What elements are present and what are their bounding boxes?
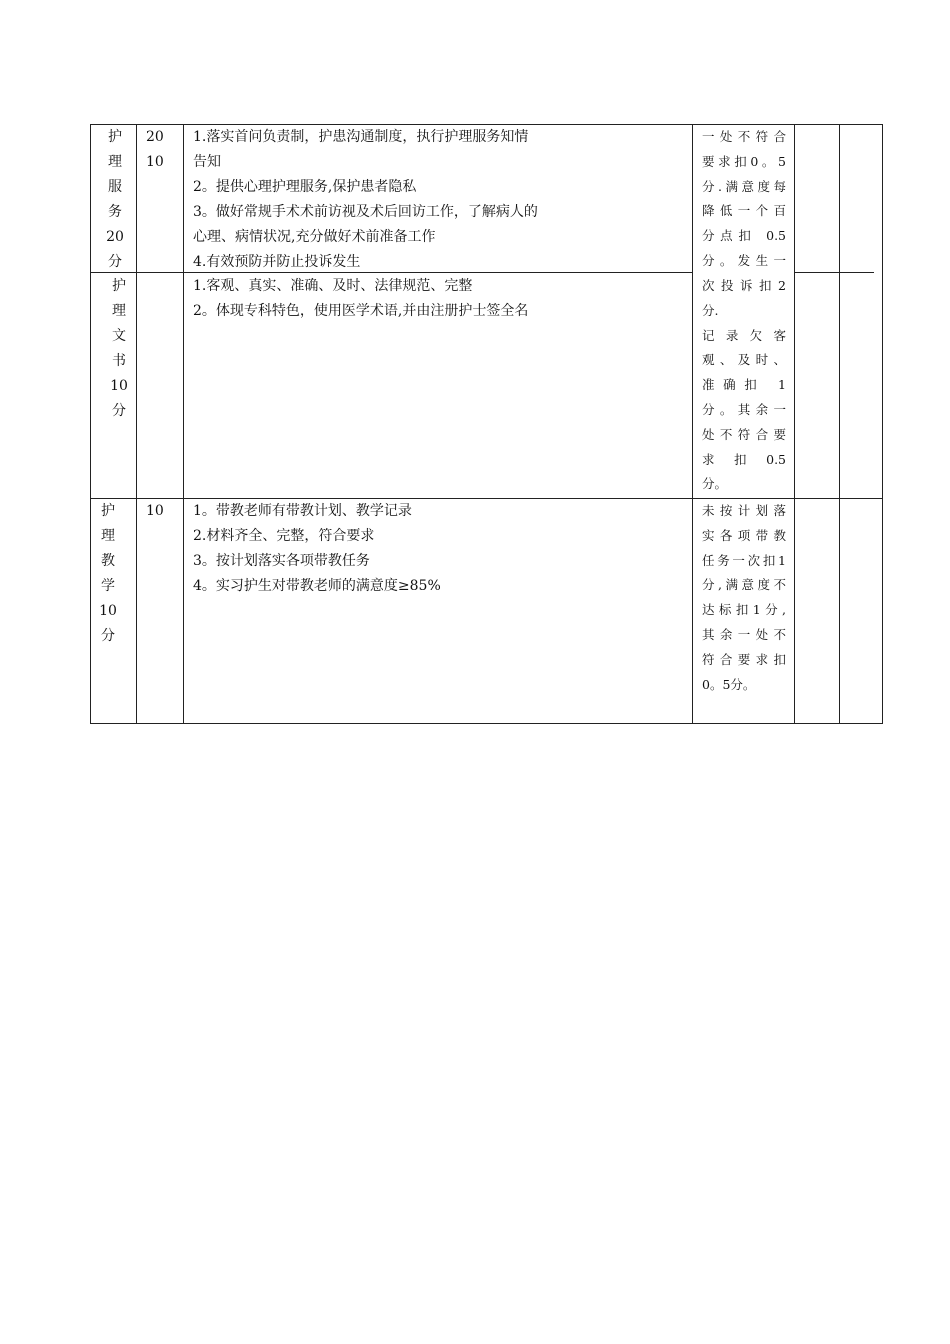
score-cell — [146, 499, 178, 524]
deduction-line: 次投诉扣2 — [702, 278, 786, 293]
category-char: 分 — [101, 628, 115, 644]
deduction-line: 分,满意度不 — [702, 577, 786, 593]
category-char: 20 — [106, 229, 124, 245]
item-line: 心理、病情状况,充分做好术前准备工作 — [193, 229, 436, 245]
score-cell — [146, 125, 178, 175]
deduction-line: 准确扣 1 — [702, 377, 786, 393]
category-cell — [93, 499, 123, 649]
deduction-line: 分点扣 0.5 — [702, 228, 786, 244]
table-border-left — [90, 124, 91, 724]
deduction-line: 要求扣0。5 — [702, 153, 786, 169]
deduction-cell — [702, 274, 786, 497]
category-char: 分 — [108, 254, 122, 270]
nursing-evaluation-table — [90, 124, 883, 724]
table-border-bottom — [90, 723, 883, 724]
category-char: 护 — [108, 129, 122, 145]
deduction-line: 分.满意度每 — [702, 178, 786, 194]
category-char: 理 — [112, 303, 126, 319]
items-cell — [193, 125, 688, 275]
category-char: 10 — [99, 603, 117, 619]
table-border-right — [882, 124, 883, 724]
item-line: 4.有效预防并防止投诉发生 — [193, 254, 361, 270]
deduction-line: 处不符合要 — [702, 426, 786, 442]
category-char: 教 — [101, 553, 115, 569]
category-cell — [100, 125, 130, 275]
deduction-line: 分。 — [702, 476, 728, 492]
table-divider — [839, 124, 840, 724]
category-char: 学 — [101, 578, 115, 594]
category-char: 护 — [112, 278, 126, 294]
item-line: 1.落实首问负责制，护患沟通制度，执行护理服务知情 — [193, 129, 529, 145]
item-line: 3。做好常规手术术前访视及术后回访工作，了解病人的 — [193, 204, 538, 220]
category-char: 分 — [112, 403, 126, 419]
table-divider — [136, 124, 137, 724]
item-line: 2。体现专科特色，使用医学术语,并由注册护士签全名 — [193, 303, 529, 319]
category-char: 10 — [110, 378, 128, 394]
item-line: 1.客观、真实、准确、及时、法律规范、完整 — [193, 278, 473, 294]
deduction-line: 分。其余一 — [702, 401, 786, 417]
category-cell — [104, 274, 134, 424]
items-cell — [193, 499, 688, 599]
table-divider — [692, 124, 693, 724]
item-line: 3。按计划落实各项带教任务 — [193, 553, 370, 569]
deduction-line: 分。发生一 — [702, 252, 786, 268]
deduction-line: 降低一个百 — [702, 203, 786, 219]
table-divider — [183, 124, 184, 724]
deduction-line: 符合要求扣 — [702, 651, 786, 667]
deduction-line: 达标扣1分, — [702, 602, 786, 618]
item-line: 2.材料齐全、完整，符合要求 — [193, 528, 375, 544]
deduction-line: 未按计划落 — [702, 503, 786, 518]
category-char: 书 — [112, 353, 126, 369]
deduction-line: 观、及时、 — [702, 352, 786, 368]
category-char: 理 — [108, 154, 122, 170]
deduction-cell — [702, 499, 786, 697]
category-char: 务 — [108, 204, 122, 220]
category-char: 文 — [112, 328, 126, 344]
item-line: 1。带教老师有带教计划、教学记录 — [193, 503, 412, 519]
items-cell — [193, 274, 688, 324]
category-char: 服 — [108, 179, 122, 195]
item-line: 2。提供心理护理服务,保护患者隐私 — [193, 179, 417, 195]
deduction-line: 分. — [702, 302, 719, 318]
deduction-line: 任务一次扣1 — [702, 552, 786, 568]
deduction-line: 一处不符合 — [702, 129, 786, 144]
deduction-line: 其余一处不 — [702, 626, 786, 642]
item-line: 告知 — [193, 154, 221, 170]
row-divider — [794, 272, 874, 273]
category-char: 理 — [101, 528, 115, 544]
score-value: 20 — [146, 129, 164, 145]
deduction-cell — [702, 125, 786, 274]
category-char: 护 — [101, 503, 115, 519]
deduction-line: 记录欠客 — [702, 327, 786, 343]
table-divider — [794, 124, 795, 724]
deduction-line: 0。5分。 — [702, 676, 756, 692]
deduction-line: 求 扣 0.5 — [702, 451, 786, 467]
score-value: 10 — [146, 154, 164, 170]
deduction-line: 实各项带教 — [702, 527, 786, 543]
score-value: 10 — [146, 503, 164, 519]
item-line: 4。实习护生对带教老师的满意度≥85% — [193, 578, 441, 594]
